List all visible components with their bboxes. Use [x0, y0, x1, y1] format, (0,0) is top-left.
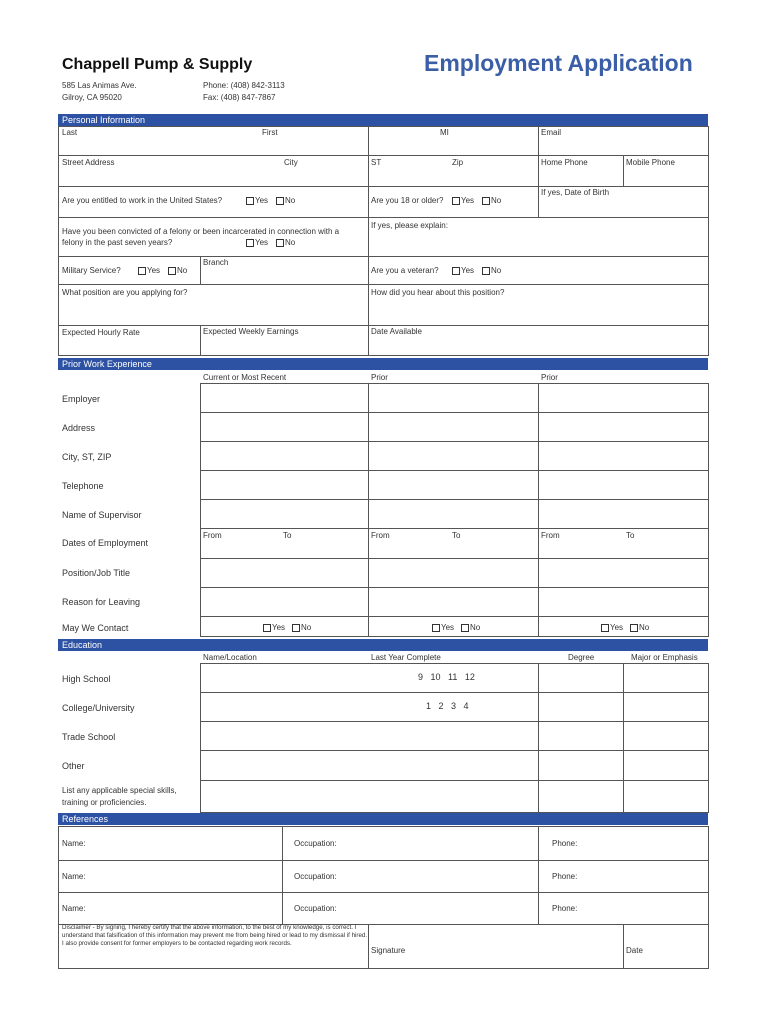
age-18-question: Are you 18 or older?	[371, 196, 444, 205]
row-supervisor: Name of Supervisor	[62, 510, 142, 520]
checkbox-icon[interactable]	[461, 624, 469, 632]
ref-2-name-label: Name:	[62, 872, 86, 881]
work-experience-grid	[200, 383, 709, 637]
dob-label: If yes, Date of Birth	[541, 188, 610, 197]
work-col-prior-2: Prior	[541, 373, 558, 382]
work-authorization-question: Are you entitled to work in the United States?	[62, 196, 223, 205]
work-authorization-no[interactable]: No	[276, 196, 295, 205]
age-18-no[interactable]: No	[482, 196, 501, 205]
checkbox-icon[interactable]	[630, 624, 638, 632]
contact-1-no[interactable]: No	[292, 623, 311, 632]
ref-3-name-label: Name:	[62, 904, 86, 913]
checkbox-icon[interactable]	[276, 239, 284, 247]
row-reason: Reason for Leaving	[62, 597, 141, 607]
hs-years[interactable]: 9 10 11 12	[418, 672, 475, 682]
age-18-yes[interactable]: Yes	[452, 196, 474, 205]
row-city-st-zip: City, ST, ZIP	[62, 452, 112, 462]
to-label-1: To	[283, 531, 292, 540]
checkbox-icon[interactable]	[482, 267, 490, 275]
checkbox-icon[interactable]	[452, 197, 460, 205]
zip-label: Zip	[452, 158, 464, 167]
row-address: Address	[62, 423, 96, 433]
college-years[interactable]: 1 2 3 4	[426, 701, 469, 711]
ref-3-phone-label: Phone:	[552, 904, 578, 913]
state-label: ST	[371, 158, 382, 167]
row-employer: Employer	[62, 394, 101, 404]
to-label-3: To	[626, 531, 635, 540]
ref-1-name-label: Name:	[62, 839, 86, 848]
hear-about-label: How did you hear about this position?	[371, 288, 505, 297]
date-label: Date	[626, 946, 643, 955]
branch-label: Branch	[203, 258, 229, 267]
edu-row-trade: Trade School	[62, 732, 116, 742]
ref-2-occupation-label: Occupation:	[294, 872, 337, 881]
row-position: Position/Job Title	[62, 568, 131, 578]
section-education-heading: Education	[58, 639, 708, 651]
mi-label: MI	[440, 128, 449, 137]
hourly-rate-label: Expected Hourly Rate	[62, 328, 140, 337]
veteran-yes[interactable]: Yes	[452, 266, 474, 275]
last-name-label: Last	[62, 128, 78, 137]
military-question: Military Service?	[62, 266, 121, 275]
felony-yes[interactable]: Yes	[246, 238, 268, 247]
company-name: Chappell Pump & Supply	[62, 56, 253, 73]
from-label-1: From	[203, 531, 222, 540]
row-may-contact: May We Contact	[62, 623, 129, 633]
company-phone: Phone: (408) 842-3113	[203, 81, 285, 90]
checkbox-icon[interactable]	[432, 624, 440, 632]
military-no[interactable]: No	[168, 266, 187, 275]
contact-2-no[interactable]: No	[461, 623, 480, 632]
company-fax: Fax: (408) 847-7867	[203, 93, 276, 102]
contact-3-no[interactable]: No	[630, 623, 649, 632]
felony-explain-label: If yes, please explain:	[371, 221, 448, 230]
checkbox-icon[interactable]	[452, 267, 460, 275]
email-label: Email	[541, 128, 562, 137]
checkbox-icon[interactable]	[276, 197, 284, 205]
edu-col-degree: Degree	[568, 653, 595, 662]
edu-row-college: College/University	[62, 703, 135, 713]
ref-2-phone-label: Phone:	[552, 872, 578, 881]
veteran-question: Are you a veteran?	[371, 266, 439, 275]
position-label: What position are you applying for?	[62, 288, 188, 297]
city-label: City	[284, 158, 298, 167]
from-label-3: From	[541, 531, 560, 540]
first-name-label: First	[262, 128, 278, 137]
disclaimer-text: Disclaimer - By signing, I hereby certify that the above information, to the best of my knowledge, is correct. I understand that falsification of this information may prevent me from being hired or lead to my dismissal if hired. I also provide consent for former employers to be contacted regarding work records.	[62, 924, 368, 947]
section-references-heading: References	[58, 813, 708, 825]
checkbox-icon[interactable]	[168, 267, 176, 275]
checkbox-icon[interactable]	[601, 624, 609, 632]
form-title: Employment Application	[424, 50, 693, 76]
row-telephone: Telephone	[62, 481, 104, 491]
edu-col-major: Major or Emphasis	[631, 653, 698, 662]
edu-col-name: Name/Location	[203, 653, 257, 662]
company-address	[62, 80, 137, 104]
ref-3-occupation-label: Occupation:	[294, 904, 337, 913]
to-label-2: To	[452, 531, 461, 540]
education-grid	[200, 663, 709, 813]
checkbox-icon[interactable]	[246, 197, 254, 205]
military-yes[interactable]: Yes	[138, 266, 160, 275]
signature-label: Signature	[371, 946, 406, 955]
company-contact	[203, 80, 285, 104]
contact-1-yes[interactable]: Yes	[263, 623, 285, 632]
work-col-current: Current or Most Recent	[203, 373, 287, 382]
felony-question-line-1: Have you been convicted of a felony or been incarcerated in connection with a	[62, 227, 340, 236]
veteran-no[interactable]: No	[482, 266, 501, 275]
home-phone-label: Home Phone	[541, 158, 588, 167]
date-available-label: Date Available	[371, 327, 422, 336]
work-authorization-yes[interactable]: Yes	[246, 196, 268, 205]
from-label-2: From	[371, 531, 390, 540]
address-line-1: 585 Las Animas Ave.	[62, 81, 137, 90]
contact-2-yes[interactable]: Yes	[432, 623, 454, 632]
edu-row-other: Other	[62, 761, 85, 771]
address-line-2: Gilroy, CA 95020	[62, 93, 122, 102]
felony-question-line-2: felony in the past seven years?	[62, 238, 173, 247]
skills-label-line-2: training or proficiencies.	[62, 798, 147, 807]
ref-1-occupation-label: Occupation:	[294, 839, 337, 848]
row-dates: Dates of Employment	[62, 538, 149, 548]
section-work-heading: Prior Work Experience	[58, 358, 708, 370]
skills-label-line-1: List any applicable special skills,	[62, 786, 177, 795]
edu-row-high-school: High School	[62, 674, 111, 684]
work-col-prior-1: Prior	[371, 373, 388, 382]
checkbox-icon[interactable]	[482, 197, 490, 205]
section-personal-heading: Personal Information	[58, 114, 708, 126]
checkbox-icon[interactable]	[246, 239, 254, 247]
weekly-earnings-label: Expected Weekly Earnings	[203, 327, 299, 336]
checkbox-icon[interactable]	[138, 267, 146, 275]
contact-3-yes[interactable]: Yes	[601, 623, 623, 632]
felony-no[interactable]: No	[276, 238, 295, 247]
ref-1-phone-label: Phone:	[552, 839, 578, 848]
edu-col-last-year: Last Year Complete	[371, 653, 441, 662]
street-label: Street Address	[62, 158, 115, 167]
checkbox-icon[interactable]	[292, 624, 300, 632]
checkbox-icon[interactable]	[263, 624, 271, 632]
mobile-phone-label: Mobile Phone	[626, 158, 675, 167]
